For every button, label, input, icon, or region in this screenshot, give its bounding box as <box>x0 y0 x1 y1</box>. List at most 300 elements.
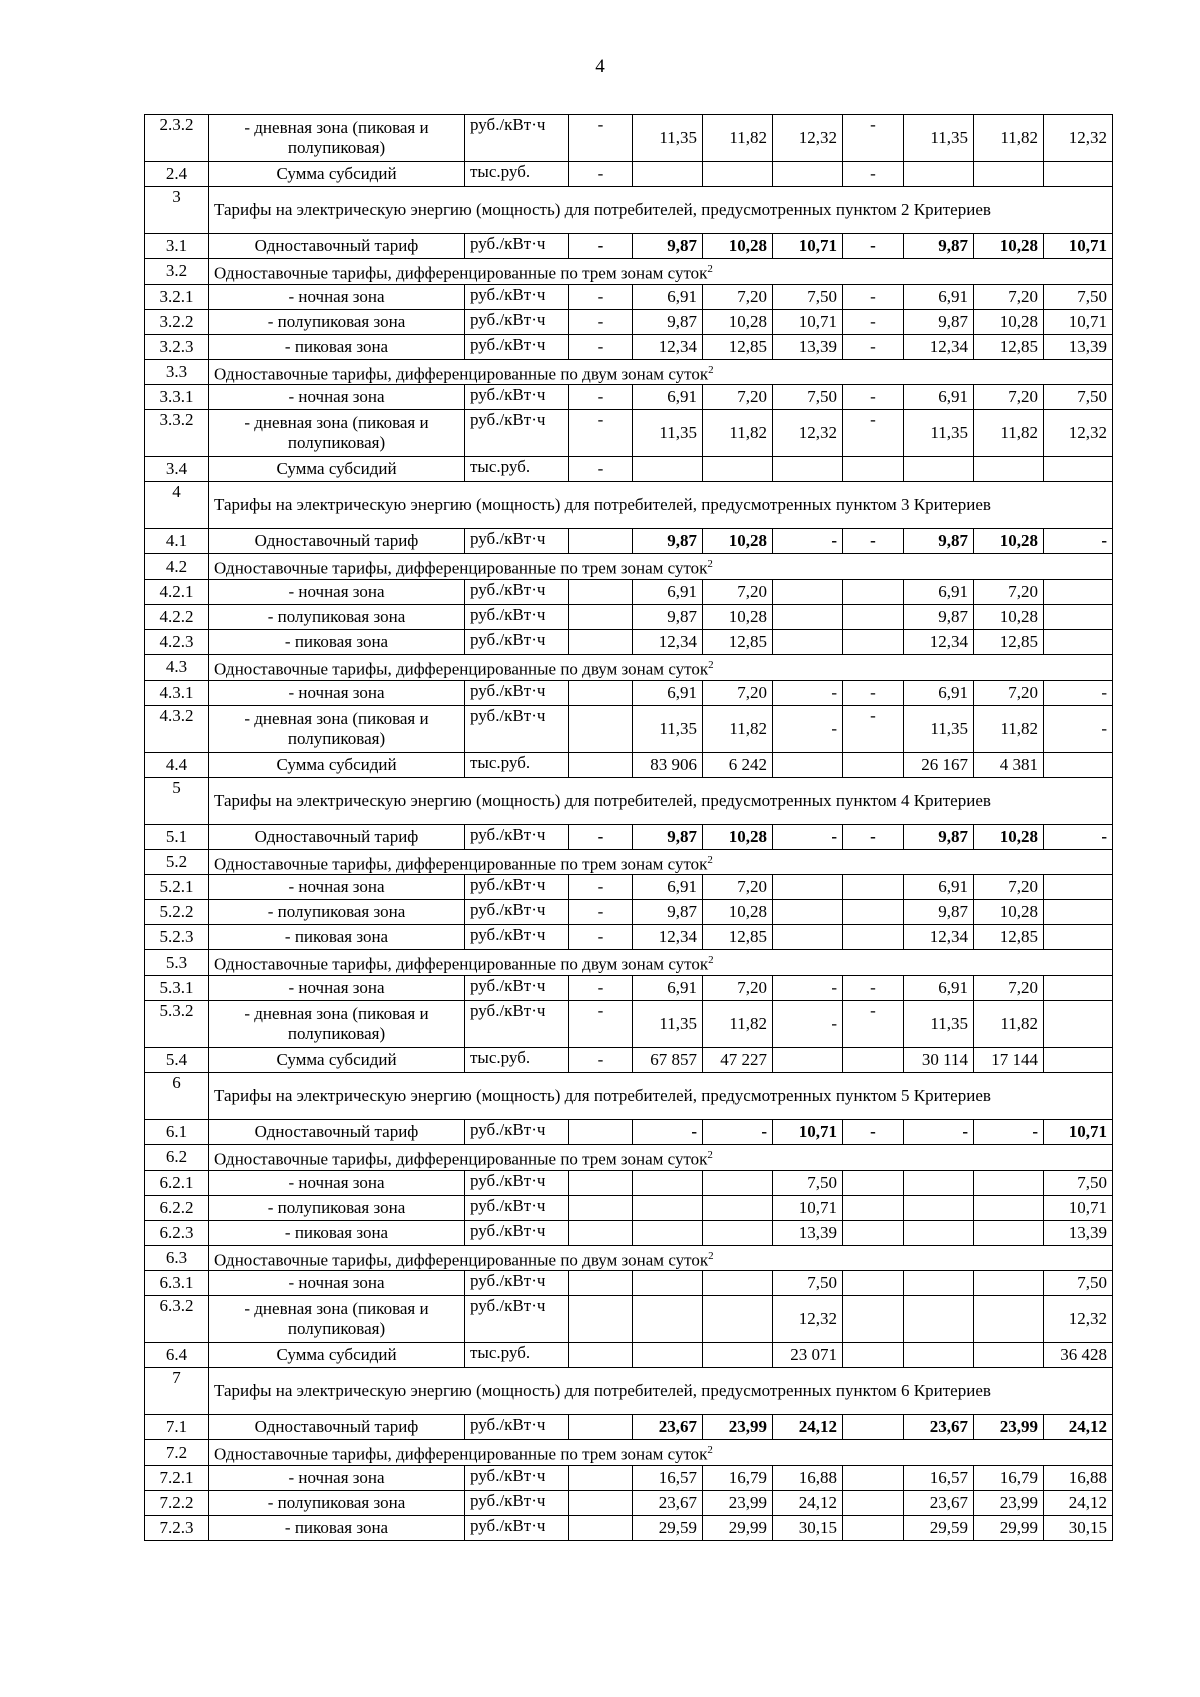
value-cell: - <box>843 162 904 187</box>
table-row <box>145 1296 1113 1343</box>
value-cell: 24,12 <box>773 1415 843 1440</box>
row-code: 3.4 <box>145 457 209 482</box>
value-cell <box>904 1343 974 1368</box>
row-unit: руб./кВт·ч <box>465 824 569 849</box>
value-cell <box>904 1271 974 1296</box>
value-cell: - <box>569 1000 633 1047</box>
table-row <box>145 359 1113 385</box>
row-unit: руб./кВт·ч <box>465 309 569 334</box>
value-cell: 10,28 <box>974 900 1044 925</box>
heading-text: Тарифы на электрическую энергию (мощность) для потребителей, предусмотренных пунктом 6 Критериев <box>214 1381 991 1401</box>
row-name: - ночная зона <box>209 875 465 900</box>
table-row <box>145 950 1113 976</box>
value-cell <box>633 162 703 187</box>
value-cell: 12,85 <box>974 925 1044 950</box>
subsection-heading <box>209 654 1113 680</box>
row-unit: руб./кВт·ч <box>465 1119 569 1144</box>
value-cell: 11,82 <box>703 115 773 162</box>
value-cell: 11,35 <box>904 1000 974 1047</box>
value-cell: 9,87 <box>633 309 703 334</box>
value-cell: 9,87 <box>904 309 974 334</box>
footnote-mark: 2 <box>708 658 714 671</box>
row-code: 5.2.2 <box>145 900 209 925</box>
row-unit: руб./кВт·ч <box>465 1515 569 1540</box>
value-cell <box>904 162 974 187</box>
value-cell: 12,85 <box>703 334 773 359</box>
value-cell <box>703 1220 773 1245</box>
value-cell <box>843 1343 904 1368</box>
value-cell: - <box>773 1000 843 1047</box>
value-cell: 11,82 <box>703 410 773 457</box>
value-cell <box>974 1271 1044 1296</box>
row-name: - полупиковая зона <box>209 900 465 925</box>
heading-text: Одноставочные тарифы, дифференцированные по двум зонам суток <box>214 954 709 974</box>
value-cell: 9,87 <box>633 604 703 629</box>
value-cell: 36 428 <box>1044 1343 1113 1368</box>
row-unit: тыс.руб. <box>465 457 569 482</box>
value-cell: - <box>904 1119 974 1144</box>
value-cell <box>843 457 904 482</box>
heading-text: Одноставочные тарифы, дифференцированные по трем зонам суток <box>214 854 708 874</box>
value-cell <box>843 579 904 604</box>
heading-text: Тарифы на электрическую энергию (мощность) для потребителей, предусмотренных пунктом 2 Критериев <box>214 200 991 219</box>
row-code: 4.3.1 <box>145 680 209 705</box>
subsection-heading <box>209 554 1113 580</box>
table-body <box>145 115 1113 1541</box>
value-cell <box>569 680 633 705</box>
value-cell <box>633 1195 703 1220</box>
heading-text: Одноставочные тарифы, дифференцированные по трем зонам суток <box>214 263 708 283</box>
heading-text: Одноставочные тарифы, дифференцированные по трем зонам суток <box>214 1444 708 1464</box>
value-cell <box>974 1296 1044 1343</box>
row-unit: руб./кВт·ч <box>465 1220 569 1245</box>
value-cell: 10,28 <box>974 529 1044 554</box>
value-cell <box>1044 579 1113 604</box>
value-cell <box>773 162 843 187</box>
subsection-heading <box>209 259 1113 285</box>
value-cell <box>904 1170 974 1195</box>
value-cell: - <box>569 457 633 482</box>
value-cell <box>1044 604 1113 629</box>
value-cell <box>974 1343 1044 1368</box>
row-code: 4.3.2 <box>145 705 209 752</box>
row-name: - ночная зона <box>209 385 465 410</box>
value-cell: 16,88 <box>773 1465 843 1490</box>
row-code: 3 <box>145 187 209 234</box>
value-cell <box>569 1465 633 1490</box>
table-row <box>145 1368 1113 1415</box>
value-cell: 24,12 <box>773 1490 843 1515</box>
table-row <box>145 1144 1113 1170</box>
row-name: Одноставочный тариф <box>209 1119 465 1144</box>
row-unit: тыс.руб. <box>465 752 569 777</box>
value-cell <box>773 875 843 900</box>
value-cell: 9,87 <box>904 234 974 259</box>
value-cell: - <box>843 234 904 259</box>
table-row <box>145 1072 1113 1119</box>
value-cell: 23,99 <box>703 1490 773 1515</box>
row-unit: руб./кВт·ч <box>465 284 569 309</box>
footnote-mark: 2 <box>707 558 713 571</box>
table-row <box>145 482 1113 529</box>
value-cell: - <box>843 1000 904 1047</box>
value-cell: 6,91 <box>633 579 703 604</box>
value-cell: - <box>843 385 904 410</box>
value-cell <box>843 629 904 654</box>
value-cell: 23,67 <box>904 1415 974 1440</box>
row-unit: руб./кВт·ч <box>465 1271 569 1296</box>
value-cell: - <box>569 1047 633 1072</box>
value-cell: 10,28 <box>703 604 773 629</box>
row-unit: руб./кВт·ч <box>465 579 569 604</box>
row-name: - дневная зона (пиковая и полупиковая) <box>209 115 465 162</box>
row-code: 7.1 <box>145 1415 209 1440</box>
value-cell <box>843 1170 904 1195</box>
table-row <box>145 1440 1113 1466</box>
value-cell <box>974 1195 1044 1220</box>
table-row <box>145 849 1113 875</box>
subsection-heading <box>209 849 1113 875</box>
row-unit: руб./кВт·ч <box>465 1195 569 1220</box>
value-cell: 6,91 <box>633 975 703 1000</box>
value-cell <box>1044 752 1113 777</box>
row-name: Сумма субсидий <box>209 162 465 187</box>
value-cell: 13,39 <box>1044 334 1113 359</box>
table-row <box>145 1119 1113 1144</box>
value-cell: 6,91 <box>904 875 974 900</box>
table-row <box>145 554 1113 580</box>
table-row <box>145 777 1113 824</box>
value-cell: 24,12 <box>1044 1490 1113 1515</box>
row-name: - дневная зона (пиковая и полупиковая) <box>209 1000 465 1047</box>
value-cell <box>843 900 904 925</box>
value-cell: 12,32 <box>1044 1296 1113 1343</box>
table-row <box>145 752 1113 777</box>
footnote-mark: 2 <box>707 1148 713 1161</box>
value-cell: - <box>703 1119 773 1144</box>
subsection-heading <box>209 1440 1113 1466</box>
table-row <box>145 1490 1113 1515</box>
value-cell: 11,35 <box>904 410 974 457</box>
value-cell: - <box>773 824 843 849</box>
value-cell <box>904 1220 974 1245</box>
value-cell: - <box>569 975 633 1000</box>
value-cell: - <box>633 1119 703 1144</box>
row-code: 6.2 <box>145 1144 209 1170</box>
value-cell: 12,85 <box>974 629 1044 654</box>
row-code: 5 <box>145 777 209 824</box>
value-cell: 30 114 <box>904 1047 974 1072</box>
row-code: 5.4 <box>145 1047 209 1072</box>
table-row <box>145 259 1113 285</box>
value-cell: 11,35 <box>904 115 974 162</box>
value-cell: 29,59 <box>633 1515 703 1540</box>
row-name: - ночная зона <box>209 975 465 1000</box>
row-code: 4.2.3 <box>145 629 209 654</box>
table-row <box>145 284 1113 309</box>
value-cell: 7,20 <box>703 284 773 309</box>
row-unit: руб./кВт·ч <box>465 975 569 1000</box>
table-row <box>145 1000 1113 1047</box>
value-cell: 29,99 <box>974 1515 1044 1540</box>
value-cell: 12,34 <box>904 925 974 950</box>
value-cell <box>773 579 843 604</box>
row-unit: тыс.руб. <box>465 162 569 187</box>
row-name: - ночная зона <box>209 1465 465 1490</box>
table-row <box>145 925 1113 950</box>
table-row <box>145 875 1113 900</box>
value-cell: 16,57 <box>904 1465 974 1490</box>
value-cell: 11,35 <box>904 705 974 752</box>
value-cell <box>843 875 904 900</box>
value-cell: - <box>843 115 904 162</box>
row-name: Одноставочный тариф <box>209 529 465 554</box>
value-cell: 11,35 <box>633 705 703 752</box>
value-cell <box>773 1047 843 1072</box>
value-cell: - <box>569 824 633 849</box>
table-row <box>145 1271 1113 1296</box>
value-cell: 16,79 <box>703 1465 773 1490</box>
value-cell: 83 906 <box>633 752 703 777</box>
value-cell: 7,20 <box>703 680 773 705</box>
row-name: - дневная зона (пиковая и полупиковая) <box>209 1296 465 1343</box>
value-cell: 6,91 <box>904 284 974 309</box>
value-cell: 26 167 <box>904 752 974 777</box>
row-unit: руб./кВт·ч <box>465 410 569 457</box>
value-cell: 23,67 <box>633 1415 703 1440</box>
value-cell: - <box>843 824 904 849</box>
row-unit: руб./кВт·ч <box>465 875 569 900</box>
row-unit: руб./кВт·ч <box>465 925 569 950</box>
value-cell: - <box>773 975 843 1000</box>
footnote-mark: 2 <box>707 1444 713 1457</box>
row-code: 6.2.3 <box>145 1220 209 1245</box>
footnote-mark: 2 <box>708 1249 714 1262</box>
row-code: 4.2 <box>145 554 209 580</box>
value-cell: - <box>569 309 633 334</box>
value-cell: 7,50 <box>773 284 843 309</box>
row-name: Одноставочный тариф <box>209 824 465 849</box>
value-cell <box>569 604 633 629</box>
value-cell: - <box>569 410 633 457</box>
table-row <box>145 1515 1113 1540</box>
row-code: 5.2.3 <box>145 925 209 950</box>
row-code: 5.3.2 <box>145 1000 209 1047</box>
value-cell: 16,57 <box>633 1465 703 1490</box>
row-name: - ночная зона <box>209 1170 465 1195</box>
value-cell <box>1044 875 1113 900</box>
value-cell: 12,34 <box>633 925 703 950</box>
value-cell <box>703 1343 773 1368</box>
table-row <box>145 1343 1113 1368</box>
table-row <box>145 824 1113 849</box>
value-cell: - <box>843 975 904 1000</box>
value-cell: 23 071 <box>773 1343 843 1368</box>
table-row <box>145 410 1113 457</box>
value-cell <box>843 1515 904 1540</box>
value-cell: 11,82 <box>974 1000 1044 1047</box>
table-row <box>145 1245 1113 1271</box>
value-cell: 6 242 <box>703 752 773 777</box>
heading-text: Одноставочные тарифы, дифференцированные по трем зонам суток <box>214 1149 708 1169</box>
value-cell <box>569 1343 633 1368</box>
value-cell: 10,28 <box>703 824 773 849</box>
value-cell <box>843 1490 904 1515</box>
row-code: 4.2.1 <box>145 579 209 604</box>
value-cell <box>843 752 904 777</box>
row-code: 6.1 <box>145 1119 209 1144</box>
value-cell: 12,32 <box>773 1296 843 1343</box>
value-cell: 12,34 <box>904 629 974 654</box>
page-number: 4 <box>595 56 605 77</box>
value-cell <box>569 1220 633 1245</box>
row-code: 2.4 <box>145 162 209 187</box>
row-name: Одноставочный тариф <box>209 1415 465 1440</box>
table-row <box>145 1415 1113 1440</box>
row-name: - пиковая зона <box>209 334 465 359</box>
row-unit: руб./кВт·ч <box>465 1000 569 1047</box>
value-cell: 12,32 <box>1044 115 1113 162</box>
row-code: 7.2.2 <box>145 1490 209 1515</box>
value-cell <box>773 457 843 482</box>
value-cell: 9,87 <box>633 900 703 925</box>
row-code: 3.2.3 <box>145 334 209 359</box>
value-cell: - <box>843 309 904 334</box>
value-cell: 10,71 <box>773 1195 843 1220</box>
value-cell: - <box>569 284 633 309</box>
value-cell: 11,82 <box>974 115 1044 162</box>
row-unit: руб./кВт·ч <box>465 1465 569 1490</box>
value-cell <box>569 1296 633 1343</box>
row-code: 5.1 <box>145 824 209 849</box>
table-row <box>145 309 1113 334</box>
row-unit: руб./кВт·ч <box>465 705 569 752</box>
heading-text: Тарифы на электрическую энергию (мощность) для потребителей, предусмотренных пунктом 3 Критериев <box>214 495 991 515</box>
value-cell: 11,82 <box>974 410 1044 457</box>
value-cell: - <box>569 234 633 259</box>
value-cell: - <box>843 705 904 752</box>
value-cell: 11,82 <box>974 705 1044 752</box>
value-cell: 7,50 <box>773 385 843 410</box>
value-cell: 13,39 <box>773 334 843 359</box>
row-code: 4.2.2 <box>145 604 209 629</box>
value-cell <box>843 604 904 629</box>
value-cell: 47 227 <box>703 1047 773 1072</box>
value-cell: 7,20 <box>703 579 773 604</box>
row-code: 4.3 <box>145 654 209 680</box>
row-code: 6.2.2 <box>145 1195 209 1220</box>
footnote-mark: 2 <box>707 263 713 275</box>
value-cell: 23,99 <box>974 1415 1044 1440</box>
value-cell: 4 381 <box>974 752 1044 777</box>
value-cell <box>1044 975 1113 1000</box>
value-cell <box>569 705 633 752</box>
table-row <box>145 529 1113 554</box>
subsection-heading <box>209 1245 1113 1271</box>
row-code: 7 <box>145 1368 209 1415</box>
value-cell: 23,67 <box>633 1490 703 1515</box>
row-name: Одноставочный тариф <box>209 234 465 259</box>
value-cell: 6,91 <box>633 284 703 309</box>
value-cell <box>569 1195 633 1220</box>
section-heading <box>209 777 1113 824</box>
value-cell <box>773 900 843 925</box>
table-row <box>145 1170 1113 1195</box>
value-cell: 12,34 <box>633 629 703 654</box>
row-code: 5.2.1 <box>145 875 209 900</box>
row-code: 3.3.2 <box>145 410 209 457</box>
row-name: - пиковая зона <box>209 925 465 950</box>
value-cell: 16,79 <box>974 1465 1044 1490</box>
value-cell: 9,87 <box>904 529 974 554</box>
value-cell <box>904 1195 974 1220</box>
value-cell <box>1044 457 1113 482</box>
value-cell: - <box>843 529 904 554</box>
row-code: 6.3.2 <box>145 1296 209 1343</box>
value-cell: 10,71 <box>1044 1195 1113 1220</box>
table-row <box>145 654 1113 680</box>
value-cell: - <box>1044 824 1113 849</box>
value-cell: 7,50 <box>1044 385 1113 410</box>
value-cell: 12,85 <box>974 334 1044 359</box>
value-cell: 12,32 <box>773 410 843 457</box>
value-cell <box>633 1170 703 1195</box>
value-cell <box>569 1515 633 1540</box>
value-cell <box>843 1415 904 1440</box>
value-cell <box>703 457 773 482</box>
row-name: Сумма субсидий <box>209 752 465 777</box>
section-heading <box>209 1072 1113 1119</box>
row-unit: руб./кВт·ч <box>465 1490 569 1515</box>
value-cell <box>1044 925 1113 950</box>
table-row <box>145 604 1113 629</box>
row-unit: руб./кВт·ч <box>465 385 569 410</box>
value-cell <box>1044 629 1113 654</box>
row-code: 6 <box>145 1072 209 1119</box>
row-name: - ночная зона <box>209 284 465 309</box>
heading-text: Тарифы на электрическую энергию (мощность) для потребителей, предусмотренных пунктом 5 Критериев <box>214 1085 991 1105</box>
value-cell: 11,35 <box>633 410 703 457</box>
footnote-mark: 2 <box>707 853 713 866</box>
value-cell: 12,85 <box>703 629 773 654</box>
value-cell: 30,15 <box>1044 1515 1113 1540</box>
row-name: - пиковая зона <box>209 1220 465 1245</box>
value-cell: 7,50 <box>773 1170 843 1195</box>
row-name: - ночная зона <box>209 680 465 705</box>
value-cell: 6,91 <box>633 385 703 410</box>
value-cell: 29,59 <box>904 1515 974 1540</box>
value-cell: 10,28 <box>974 309 1044 334</box>
table-row <box>145 900 1113 925</box>
value-cell <box>633 1343 703 1368</box>
value-cell <box>843 925 904 950</box>
value-cell <box>569 752 633 777</box>
table-row <box>145 162 1113 187</box>
row-name: - полупиковая зона <box>209 604 465 629</box>
footnote-mark: 2 <box>708 954 714 967</box>
value-cell: - <box>569 925 633 950</box>
row-code: 3.3.1 <box>145 385 209 410</box>
row-code: 5.3 <box>145 950 209 976</box>
table-row <box>145 1220 1113 1245</box>
value-cell: 7,50 <box>1044 1271 1113 1296</box>
heading-text: Одноставочные тарифы, дифференцированные по двум зонам суток <box>214 1250 709 1270</box>
value-cell: 6,91 <box>633 875 703 900</box>
table-row <box>145 334 1113 359</box>
value-cell: 7,20 <box>974 385 1044 410</box>
value-cell <box>773 629 843 654</box>
row-code: 4.4 <box>145 752 209 777</box>
